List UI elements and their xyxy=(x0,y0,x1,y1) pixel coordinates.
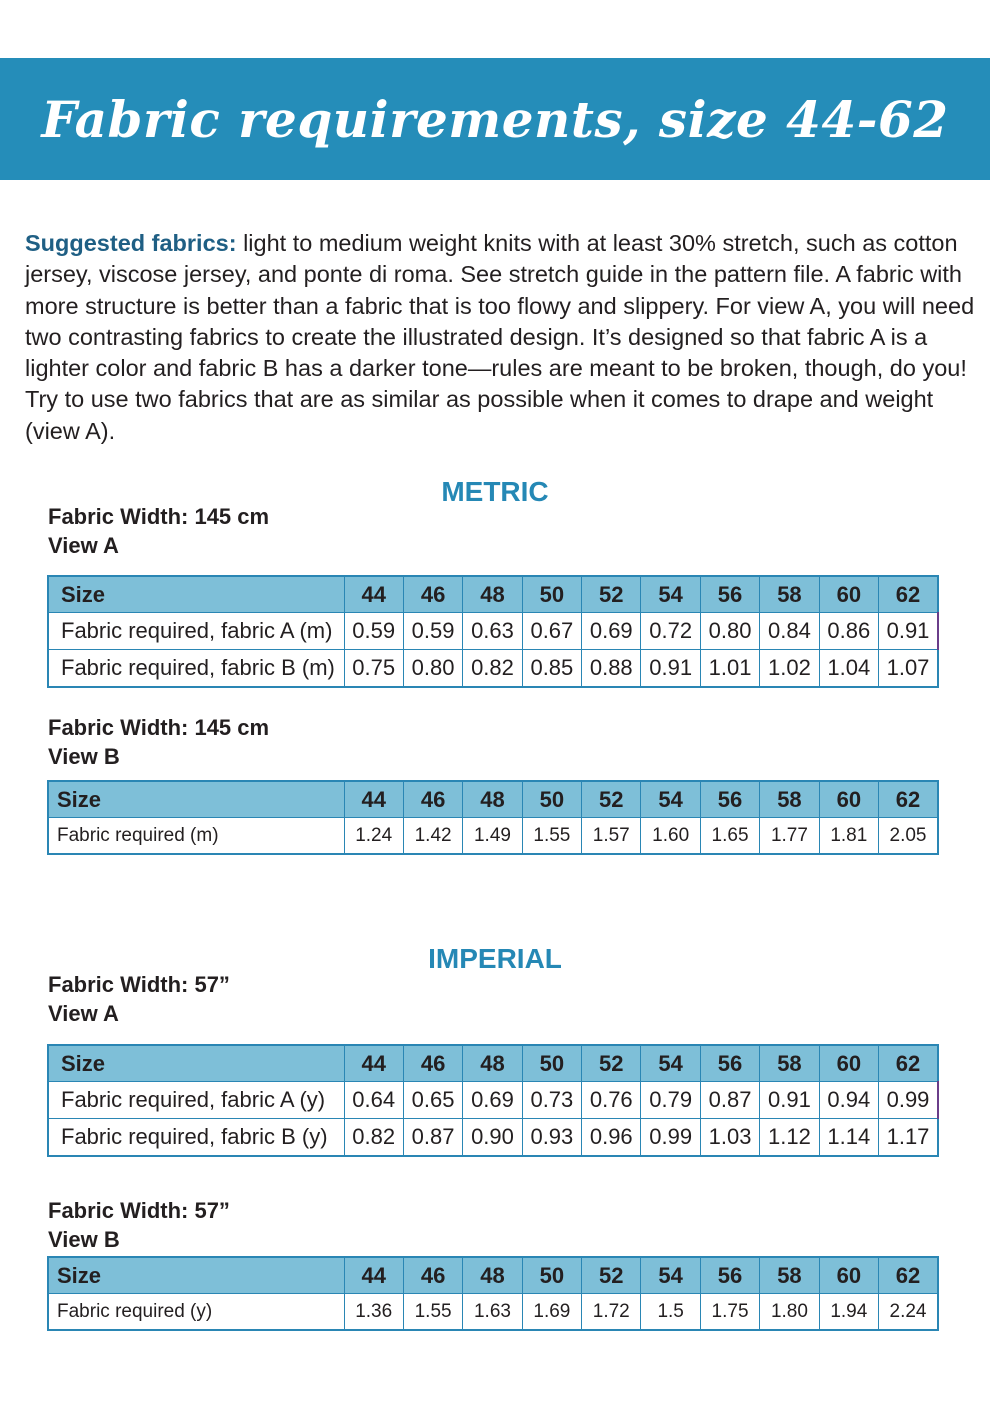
size-column-header: 48 xyxy=(463,1257,522,1294)
row-label: Fabric required, fabric B (m) xyxy=(48,650,344,688)
table-header-row xyxy=(48,781,938,818)
imperial-view-b-table xyxy=(47,1256,939,1331)
fabric-amount-cell: 0.75 xyxy=(344,650,403,688)
size-column-header: 62 xyxy=(879,1257,938,1294)
size-column-header: 48 xyxy=(463,781,522,818)
fabric-amount-cell: 0.69 xyxy=(463,1082,522,1119)
imperial-view-a-table xyxy=(47,1044,939,1157)
fabric-amount-cell: 0.59 xyxy=(403,613,462,650)
size-column-header: 60 xyxy=(819,1257,878,1294)
fabric-amount-cell: 1.77 xyxy=(760,818,819,855)
size-header: Size xyxy=(48,781,344,818)
size-column-header: 46 xyxy=(403,576,462,613)
fabric-amount-cell: 1.07 xyxy=(879,650,938,688)
fabric-amount-cell: 1.57 xyxy=(582,818,641,855)
fabric-amount-cell: 0.87 xyxy=(403,1119,462,1157)
fabric-amount-cell: 0.84 xyxy=(760,613,819,650)
fabric-amount-cell: 0.88 xyxy=(582,650,641,688)
size-column-header: 50 xyxy=(522,1257,581,1294)
size-column-header: 48 xyxy=(463,1045,522,1082)
fabric-amount-cell: 0.99 xyxy=(641,1119,700,1157)
fabric-amount-cell: 1.14 xyxy=(819,1119,878,1157)
row-label: Fabric required, fabric A (y) xyxy=(48,1082,344,1119)
fabric-amount-cell: 0.91 xyxy=(879,613,938,650)
metric-view-b-caption xyxy=(48,713,269,771)
size-column-header: 44 xyxy=(344,576,403,613)
size-column-header: 46 xyxy=(403,1045,462,1082)
title-banner xyxy=(0,58,990,180)
fabric-amount-cell: 1.24 xyxy=(344,818,403,855)
fabric-amount-cell: 0.73 xyxy=(522,1082,581,1119)
size-column-header: 50 xyxy=(522,1045,581,1082)
table-header-row xyxy=(48,576,938,613)
fabric-amount-cell: 0.96 xyxy=(582,1119,641,1157)
fabric-amount-cell: 1.72 xyxy=(582,1294,641,1331)
imperial-view-b-caption xyxy=(48,1196,230,1254)
fabric-width-label: Fabric Width: 145 cm xyxy=(48,715,270,740)
fabric-amount-cell: 1.17 xyxy=(879,1119,938,1157)
table-row xyxy=(48,1082,938,1119)
imperial-heading: IMPERIAL xyxy=(428,943,562,974)
row-label: Fabric required, fabric B (y) xyxy=(48,1119,344,1157)
size-column-header: 48 xyxy=(463,576,522,613)
table-header-row xyxy=(48,1257,938,1294)
size-column-header: 60 xyxy=(819,576,878,613)
row-label: Fabric required, fabric A (m) xyxy=(48,613,344,650)
fabric-amount-cell: 0.94 xyxy=(819,1082,878,1119)
fabric-amount-cell: 0.93 xyxy=(522,1119,581,1157)
fabric-amount-cell: 1.69 xyxy=(522,1294,581,1331)
size-column-header: 58 xyxy=(760,576,819,613)
size-column-header: 44 xyxy=(344,1257,403,1294)
size-column-header: 46 xyxy=(403,781,462,818)
fabric-amount-cell: 0.91 xyxy=(641,650,700,688)
fabric-amount-cell: 0.82 xyxy=(344,1119,403,1157)
fabric-amount-cell: 1.55 xyxy=(403,1294,462,1331)
intro-text-2: Try to use two fabrics that are as similar as possible when it comes to drape and weight (view A). xyxy=(25,386,934,444)
size-column-header: 52 xyxy=(582,576,641,613)
size-header: Size xyxy=(48,1045,344,1082)
fabric-amount-cell: 0.80 xyxy=(403,650,462,688)
fabric-amount-cell: 1.55 xyxy=(522,818,581,855)
intro-text: light to medium weight knits with at least 30% stretch, such as cotton jersey, viscose jersey, and ponte di roma. See stretch guide in the pattern file. A fabric with more structure is better than a fabric that is too flowy and slippery. For view A, you will need two contrasting fabrics to create the illustrated design. It’s designed so that fabric A is a lighter color and fabric B has a darker tone—rules are meant to be broken, though, do you! xyxy=(25,230,975,382)
table-row xyxy=(48,650,938,688)
size-column-header: 52 xyxy=(582,1257,641,1294)
metric-view-b-table xyxy=(47,780,939,855)
metric-heading: METRIC xyxy=(441,476,549,507)
fabric-amount-cell: 0.63 xyxy=(463,613,522,650)
fabric-amount-cell: 1.04 xyxy=(819,650,878,688)
size-column-header: 54 xyxy=(641,576,700,613)
size-column-header: 62 xyxy=(879,576,938,613)
fabric-amount-cell: 1.60 xyxy=(641,818,700,855)
fabric-amount-cell: 0.99 xyxy=(879,1082,938,1119)
fabric-amount-cell: 1.94 xyxy=(819,1294,878,1331)
metric-view-a-table xyxy=(47,575,939,688)
fabric-width-label: Fabric Width: 145 cm xyxy=(48,504,270,529)
fabric-amount-cell: 0.72 xyxy=(641,613,700,650)
size-column-header: 50 xyxy=(522,781,581,818)
fabric-amount-cell: 0.80 xyxy=(700,613,759,650)
size-column-header: 54 xyxy=(641,781,700,818)
table-row xyxy=(48,613,938,650)
fabric-amount-cell: 0.90 xyxy=(463,1119,522,1157)
imperial-view-a-caption xyxy=(48,970,230,1028)
fabric-amount-cell: 0.79 xyxy=(641,1082,700,1119)
fabric-amount-cell: 1.01 xyxy=(700,650,759,688)
size-header: Size xyxy=(48,576,344,613)
size-column-header: 62 xyxy=(879,781,938,818)
fabric-amount-cell: 2.05 xyxy=(879,818,938,855)
fabric-amount-cell: 0.87 xyxy=(700,1082,759,1119)
table-row xyxy=(48,1294,938,1331)
fabric-amount-cell: 0.59 xyxy=(344,613,403,650)
intro-paragraph xyxy=(25,228,975,447)
size-column-header: 52 xyxy=(582,781,641,818)
size-column-header: 52 xyxy=(582,1045,641,1082)
view-label: View A xyxy=(48,533,119,558)
size-column-header: 56 xyxy=(700,1045,759,1082)
fabric-amount-cell: 1.80 xyxy=(760,1294,819,1331)
size-column-header: 58 xyxy=(760,781,819,818)
fabric-amount-cell: 1.5 xyxy=(641,1294,700,1331)
row-label: Fabric required (y) xyxy=(48,1294,344,1331)
fabric-amount-cell: 1.02 xyxy=(760,650,819,688)
table-row xyxy=(48,1119,938,1157)
fabric-amount-cell: 0.86 xyxy=(819,613,878,650)
table-row xyxy=(48,818,938,855)
view-label: View A xyxy=(48,1001,119,1026)
size-column-header: 56 xyxy=(700,1257,759,1294)
fabric-amount-cell: 0.82 xyxy=(463,650,522,688)
fabric-width-label: Fabric Width: 57” xyxy=(48,1198,230,1223)
fabric-amount-cell: 0.76 xyxy=(582,1082,641,1119)
fabric-amount-cell: 1.75 xyxy=(700,1294,759,1331)
size-column-header: 62 xyxy=(879,1045,938,1082)
size-column-header: 46 xyxy=(403,1257,462,1294)
row-label: Fabric required (m) xyxy=(48,818,344,855)
size-header: Size xyxy=(48,1257,344,1294)
size-column-header: 44 xyxy=(344,1045,403,1082)
size-column-header: 60 xyxy=(819,1045,878,1082)
fabric-amount-cell: 1.49 xyxy=(463,818,522,855)
fabric-amount-cell: 2.24 xyxy=(879,1294,938,1331)
fabric-amount-cell: 1.12 xyxy=(760,1119,819,1157)
fabric-amount-cell: 0.64 xyxy=(344,1082,403,1119)
size-column-header: 54 xyxy=(641,1257,700,1294)
fabric-amount-cell: 1.81 xyxy=(819,818,878,855)
fabric-amount-cell: 1.65 xyxy=(700,818,759,855)
fabric-width-label: Fabric Width: 57” xyxy=(48,972,230,997)
metric-view-a-caption xyxy=(48,502,269,560)
fabric-amount-cell: 1.36 xyxy=(344,1294,403,1331)
size-column-header: 60 xyxy=(819,781,878,818)
fabric-amount-cell: 0.65 xyxy=(403,1082,462,1119)
fabric-amount-cell: 0.91 xyxy=(760,1082,819,1119)
fabric-amount-cell: 0.85 xyxy=(522,650,581,688)
fabric-amount-cell: 1.63 xyxy=(463,1294,522,1331)
view-label: View B xyxy=(48,744,120,769)
size-column-header: 54 xyxy=(641,1045,700,1082)
size-column-header: 50 xyxy=(522,576,581,613)
size-column-header: 58 xyxy=(760,1257,819,1294)
intro-lead: Suggested fabrics: xyxy=(25,230,237,256)
page-title: Fabric requirements, size 44-62 xyxy=(41,89,949,149)
size-column-header: 44 xyxy=(344,781,403,818)
view-label: View B xyxy=(48,1227,120,1252)
size-column-header: 56 xyxy=(700,576,759,613)
fabric-amount-cell: 0.69 xyxy=(582,613,641,650)
fabric-amount-cell: 0.67 xyxy=(522,613,581,650)
size-column-header: 56 xyxy=(700,781,759,818)
fabric-amount-cell: 1.03 xyxy=(700,1119,759,1157)
table-header-row xyxy=(48,1045,938,1082)
fabric-amount-cell: 1.42 xyxy=(403,818,462,855)
size-column-header: 58 xyxy=(760,1045,819,1082)
